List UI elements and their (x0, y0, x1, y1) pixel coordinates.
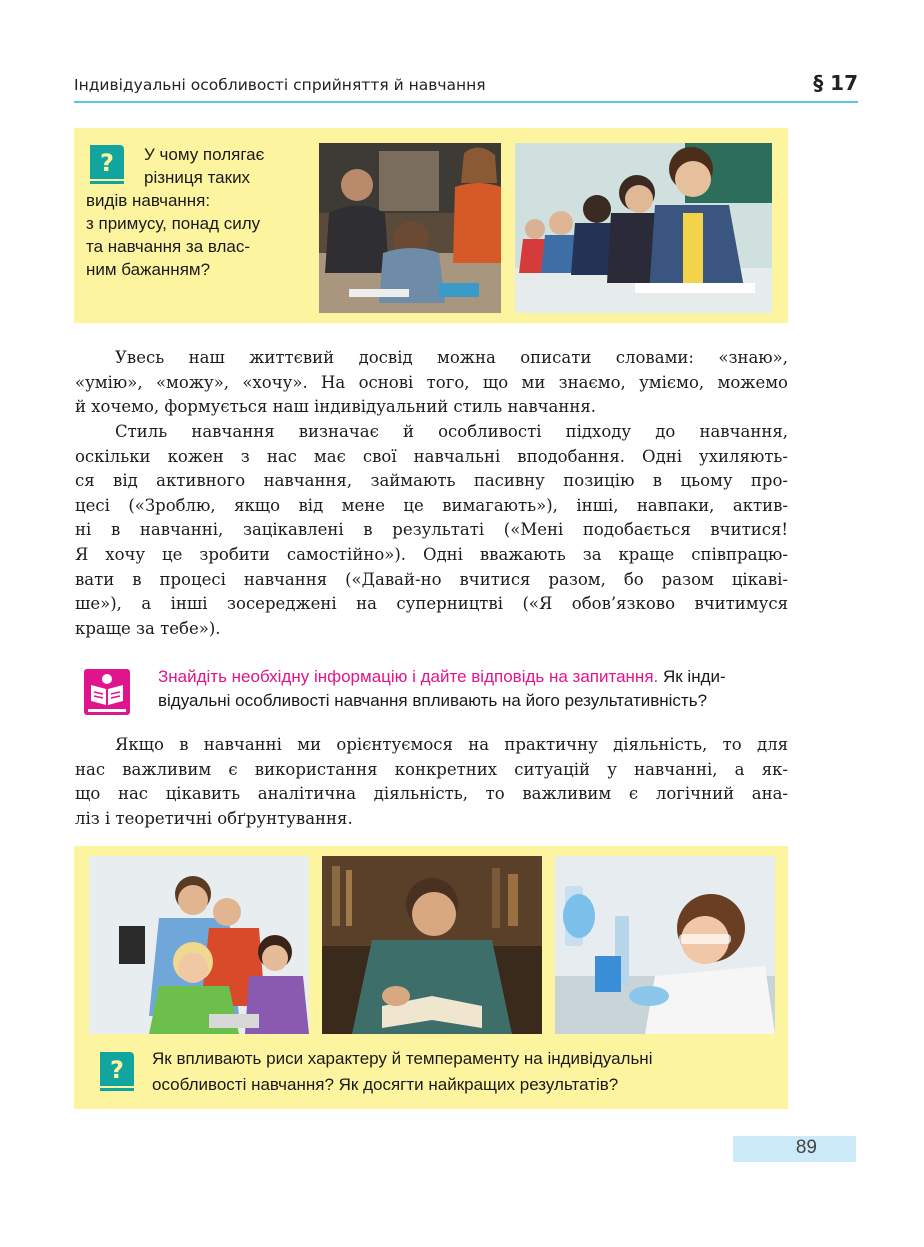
paragraph-line: «умію», «можу», «хочу». На основі того, що ми знаємо, уміємо, можемо (75, 372, 788, 392)
photo-parents-pressuring-child (319, 143, 501, 313)
paragraph-line: ліз і теоретичні обґрунтування. (75, 808, 353, 828)
photo-student-reading (322, 856, 542, 1034)
running-header-title: Індивідуальні особливості сприйняття й навчання (74, 76, 486, 94)
question-line: У чому полягає (144, 145, 265, 164)
photo-students-studying (515, 143, 772, 313)
section-number: § 17 (813, 71, 858, 95)
svg-text:?: ? (110, 1056, 124, 1084)
photo-lab-scientist (555, 856, 775, 1034)
paragraph-line: й хочемо, формується наш індивідуальний стиль навчання. (75, 397, 597, 417)
paragraph-line: Я хочу це зробити самостійно»). Одні вважають за краще співпрацю- (75, 544, 788, 564)
question-line: ним бажанням? (86, 260, 211, 279)
page-number: 89 (795, 1137, 817, 1158)
paragraph-line: оскільки кожен з нас має свої навчальні вподобання. Одні ухиляють- (75, 446, 788, 466)
paragraph-2 (75, 420, 788, 641)
task-line: відуальні особливості навчання впливають на його результативність? (158, 691, 708, 710)
paragraph-3 (75, 733, 788, 831)
task-highlight: Знайдіть необхідну інформацію і дайте відповідь на запитання. (158, 667, 659, 686)
paragraph-line: Якщо в навчанні ми орієнтуємося на практичну діяльність, то для (115, 735, 788, 754)
question-line: особливості навчання? Як досягти найкращих результатів? (152, 1075, 619, 1094)
question-line: Як впливають риси характеру й темпераменту на індивідуальні (152, 1049, 653, 1068)
paragraph-line: Увесь наш життєвий досвід можна описати словами: «знаю», (115, 348, 788, 367)
question-line: з примусу, понад силу (86, 214, 261, 233)
photo-group-of-students (89, 856, 309, 1034)
paragraph-line: вати в процесі навчання («Давай-но вчитися разом, бо разом цікаві- (75, 569, 788, 589)
paragraph-line: цесі («Зроблю, якщо від мене це вимагають»), інші, навпаки, актив- (75, 495, 788, 515)
paragraph-line: краще за тебе»). (75, 618, 221, 638)
paragraph-line: Стиль навчання визначає й особливості підходу до навчання, (115, 422, 788, 441)
header-divider (74, 101, 858, 103)
paragraph-1 (75, 346, 788, 420)
paragraph-line: ся від активного навчання, займають пасивну позицію в цьому про- (75, 471, 788, 491)
top-question-text (86, 143, 308, 281)
paragraph-line: ні в навчанні, зацікавлені в результаті («Мені подобається вчитися! (75, 520, 788, 540)
paragraph-line: ше»), а інші зосереджені на суперництві («Я обов’язково вчитимуся (75, 594, 788, 614)
question-line: та навчання за влас- (86, 237, 251, 256)
paragraph-line: що нас цікавить аналітична діяльність, то важливим є логічний ана- (75, 784, 788, 804)
question-line: різниця таких (144, 168, 251, 187)
task-line-rest: Як інди- (658, 667, 726, 686)
bottom-question-text (152, 1046, 772, 1098)
svg-text:?: ? (100, 149, 114, 177)
question-line: видів навчання: (86, 191, 211, 210)
book-reading-icon (84, 669, 130, 715)
paragraph-line: нас важливим є використання конкретних ситуацій у навчанні, а як- (75, 759, 788, 779)
task-instruction (158, 665, 798, 713)
question-head-icon (96, 1050, 136, 1094)
